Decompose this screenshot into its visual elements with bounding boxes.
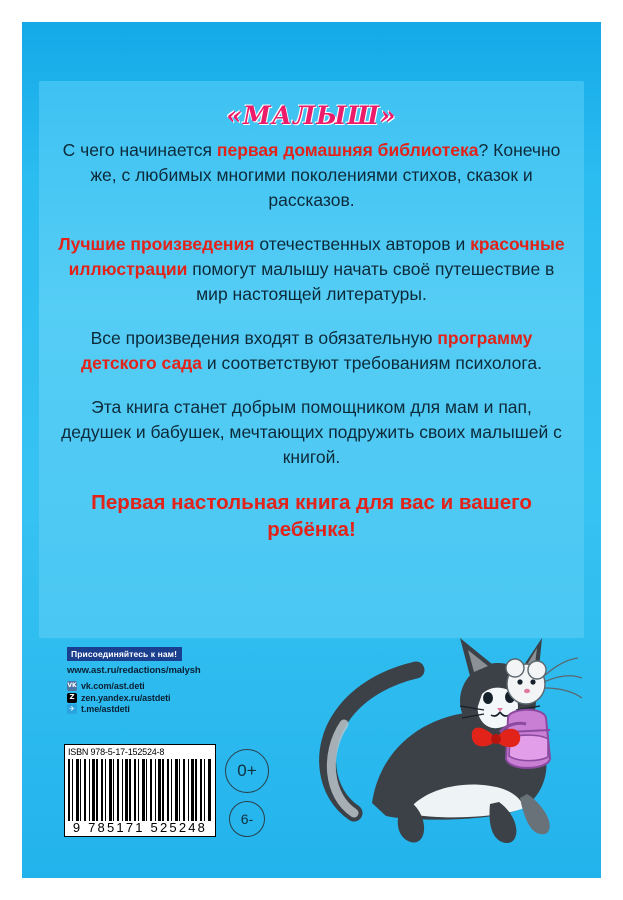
highlight-run: красочные иллюстрации bbox=[68, 234, 565, 279]
publisher-logo: «МАЛЫШ» bbox=[226, 101, 397, 130]
highlight-run: программу детского сада bbox=[80, 328, 533, 373]
website-url[interactable]: www.ast.ru/redactions/malysh bbox=[67, 665, 201, 676]
barcode-block bbox=[64, 744, 216, 837]
social-link-label: vk.com/ast.deti bbox=[81, 681, 145, 691]
cover-frame bbox=[22, 22, 601, 878]
highlight-run: Лучшие произведения bbox=[58, 234, 255, 254]
zen-icon: Z bbox=[67, 693, 77, 703]
telegram-icon: ✈ bbox=[67, 704, 77, 714]
age-rating-0plus: 0+ bbox=[225, 749, 269, 793]
text-run: Эта книга станет добрым помощником для мам и пап, дедушек и бабушек, мечтающих подружить своих малышей с книгой. bbox=[61, 397, 562, 467]
social-link-zen[interactable] bbox=[67, 693, 267, 703]
text-run: ? Конечно же, с любимых многими поколениями стихов, сказок и рассказов. bbox=[90, 140, 561, 210]
blurb-paragraph-4 bbox=[57, 395, 566, 470]
final-tagline: Первая настольная книга для вас и вашего ребёнка! bbox=[91, 491, 532, 541]
social-link-label: t.me/astdeti bbox=[81, 704, 130, 714]
social-link-label: zen.yandex.ru/astdeti bbox=[81, 692, 171, 703]
social-link-vk[interactable] bbox=[67, 681, 267, 691]
text-run: отечественных авторов и bbox=[254, 234, 471, 254]
isbn-text: ISBN 978-5-17-152524-8 bbox=[68, 747, 165, 757]
contacts-block bbox=[67, 644, 267, 716]
blurb-paragraph-3 bbox=[57, 326, 566, 376]
cat-illustration bbox=[294, 598, 594, 863]
blurb-paragraph-1 bbox=[57, 138, 566, 213]
text-run: Все произведения входят в обязательную bbox=[90, 328, 438, 348]
text-run: и соответствуют требованиям психолога. bbox=[202, 353, 542, 373]
barcode-digits: 9 785171 525248 bbox=[72, 820, 208, 835]
age-rating-6: 6- bbox=[229, 801, 265, 837]
text-panel bbox=[39, 81, 584, 638]
blurb-paragraph-2 bbox=[57, 232, 566, 307]
social-links-list bbox=[67, 681, 267, 714]
text-run: С чего начинается bbox=[62, 140, 217, 160]
highlight-run: первая домашняя библиотека bbox=[216, 140, 479, 160]
barcode-bars bbox=[68, 759, 212, 821]
blurb-text bbox=[57, 138, 566, 543]
text-run: помогут малышу начать своё путешествие в мир настоящей литературы. bbox=[187, 259, 555, 304]
vk-icon: VK bbox=[67, 682, 77, 689]
social-link-telegram[interactable] bbox=[67, 704, 267, 714]
join-banner: Присоединяйтесь к нам! bbox=[67, 647, 182, 661]
